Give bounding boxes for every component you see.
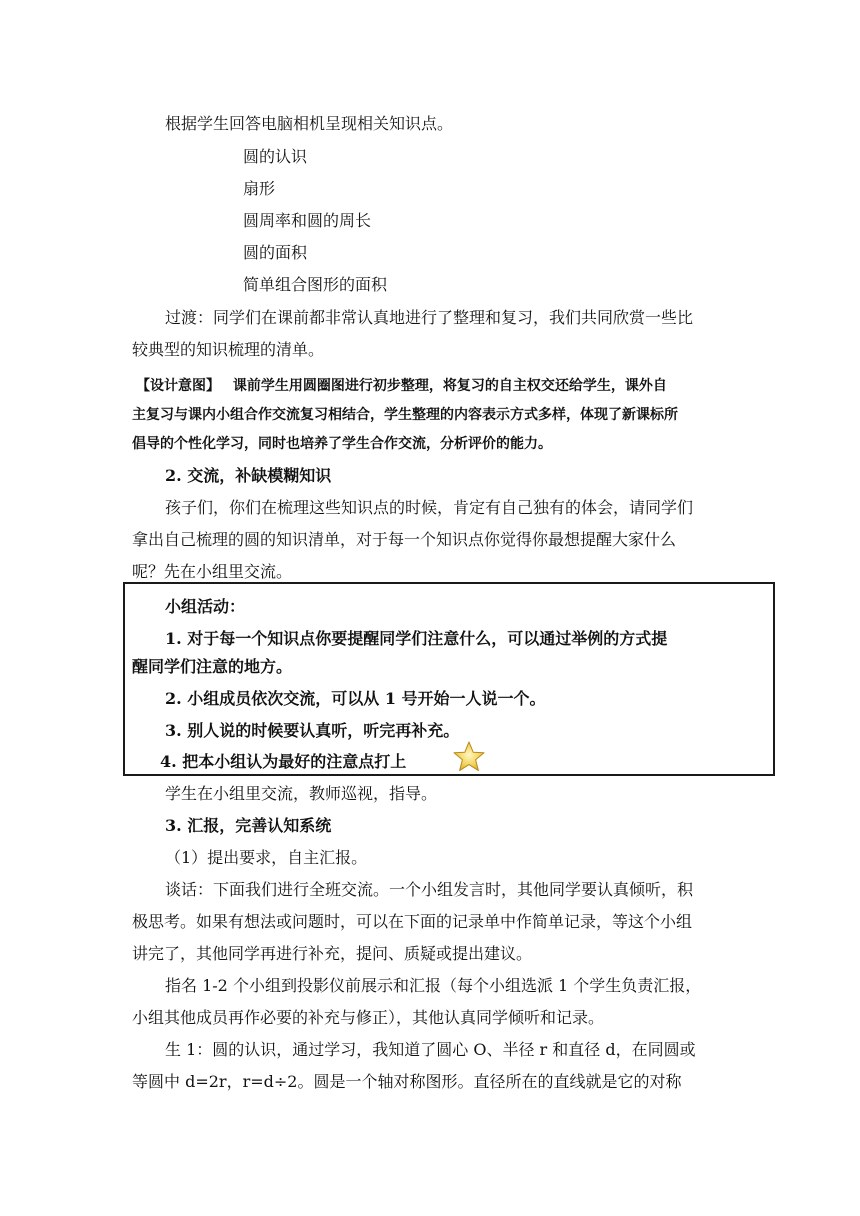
section3-heading: 3. 汇报，完善认知系统 — [165, 816, 332, 835]
transition-text: 过渡：同学们在课前都非常认真地进行了整理和复习，我们共同欣赏一些比 — [165, 308, 694, 327]
talk-para: 谈话：下面我们进行全班交流。一个小组发言时，其他同学要认真倾听，积 — [165, 880, 694, 899]
topic-item: 简单组合图形的面积 — [243, 275, 388, 294]
design-intent — [136, 375, 667, 397]
assign-para: 指名 1-2 个小组到投影仪前展示和汇报（每个小组选派 1 个学生负责汇报， — [165, 976, 702, 995]
topic-item: 圆的认识 — [243, 147, 308, 166]
after-box-text: 学生在小组里交流，教师巡视，指导。 — [165, 784, 438, 803]
topic-item: 扇形 — [243, 179, 276, 198]
talk-para: 讲完了，其他同学再进行补充，提问、质疑或提出建议。 — [132, 944, 533, 963]
group-activity-item-1: 1. 对于每一个知识点你要提醒同学们注意什么，可以通过举例的方式提 — [165, 629, 668, 648]
design-intent-text: 主复习与课内小组合作交流复习相结合，学生整理的内容表示方式多样，体现了新课标所 — [132, 407, 678, 423]
design-intent-text: 倡导的个性化学习，同时也培养了学生合作交流，分析评价的能力。 — [132, 436, 552, 452]
group-activity-item-1-cont: 醒同学们注意的地方。 — [132, 657, 293, 676]
design-intent-text: 课前学生用圆圈图进行初步整理，将复习的自主权交还给学生，课外自 — [232, 378, 667, 394]
intro-text: 根据学生回答电脑相机呈现相关知识点。 — [165, 114, 454, 133]
star-icon — [452, 740, 486, 774]
student1-para: 生 1：圆的认识，通过学习，我知道了圆心 O、半径 r 和直径 d，在同圆或 — [165, 1040, 696, 1059]
section2-para: 拿出自己梳理的圆的知识清单，对于每一个知识点你觉得你最想提醒大家什么 — [132, 530, 677, 549]
assign-para: 小组其他成员再作必要的补充与修正），其他认真同学倾听和记录。 — [132, 1008, 605, 1027]
topic-item: 圆的面积 — [243, 243, 308, 262]
talk-para: 极思考。如果有想法或问题时，可以在下面的记录单中作简单记录，等这个小组 — [132, 912, 693, 931]
group-activity-item-4: 4. 把本小组认为最好的注意点打上 — [160, 752, 407, 771]
section2-para: 呢？先在小组里交流。 — [132, 562, 293, 581]
student1-para: 等圆中 d=2r，r=d÷2。圆是一个轴对称图形。直径所在的直线就是它的对称 — [132, 1072, 682, 1091]
section2-para: 孩子们，你们在梳理这些知识点的时候，肯定有自己独有的体会，请同学们 — [165, 498, 694, 517]
transition-text: 较典型的知识梳理的清单。 — [132, 340, 325, 359]
group-activity-title: 小组活动： — [165, 597, 246, 616]
design-intent-label: 【设计意图】 — [136, 378, 220, 394]
section3-sub: （1）提出要求，自主汇报。 — [165, 848, 368, 867]
group-activity-item-3: 3. 别人说的时候要认真听，听完再补充。 — [165, 721, 460, 740]
group-activity-item-2: 2. 小组成员依次交流，可以从 1 号开始一人说一个。 — [165, 689, 546, 708]
section2-heading: 2. 交流，补缺模糊知识 — [165, 466, 332, 485]
topic-item: 圆周率和圆的周长 — [243, 211, 372, 230]
